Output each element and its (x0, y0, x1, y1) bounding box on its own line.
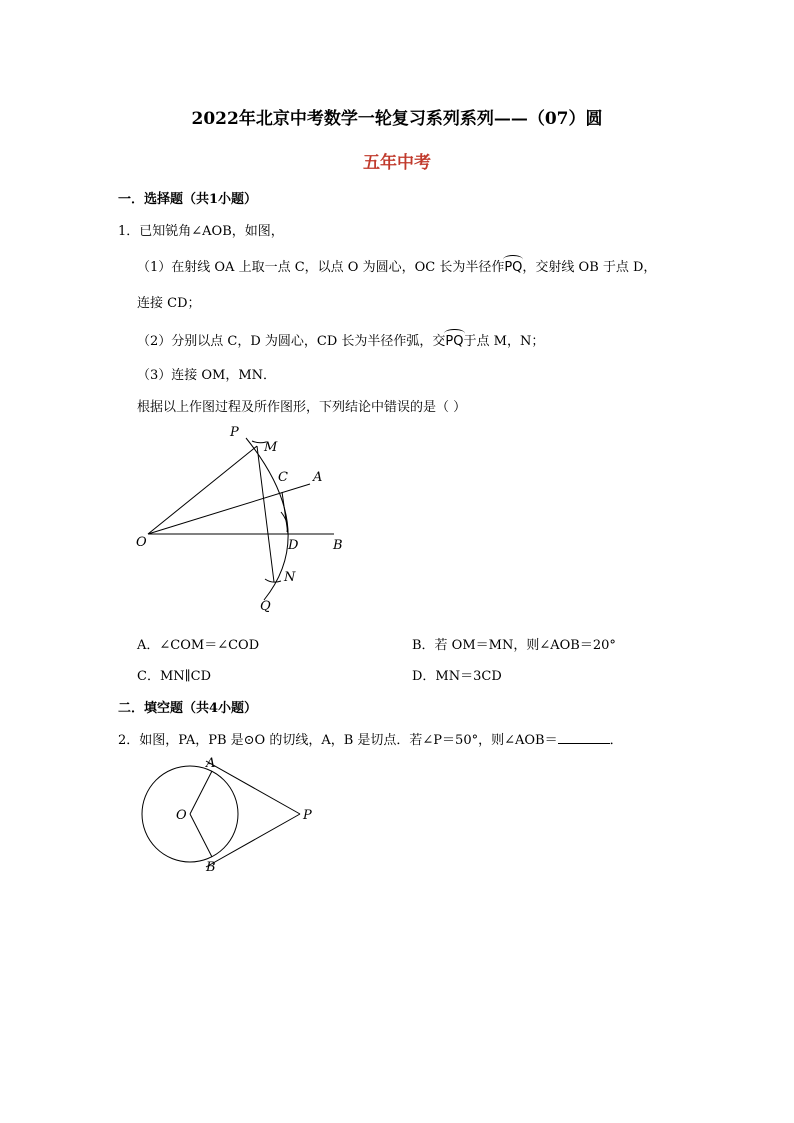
q1-step3: （3）连接 OM，MN． (137, 368, 277, 383)
q1-step1-cont: 连接 CD； (137, 296, 201, 311)
section-subtitle: 五年中考 (363, 153, 431, 173)
arc-pq: PQ (504, 260, 523, 275)
q1-step1-text-b: ，交射线 OB 于点 D， (522, 260, 657, 275)
label-p2: P (303, 808, 312, 823)
label-a2: A (206, 756, 216, 771)
label-b: B (333, 538, 343, 553)
label-c: C (278, 470, 288, 485)
label-o2: O (176, 808, 187, 823)
label-d: D (288, 538, 299, 553)
q1-option-c: C．MN∥CD (137, 669, 212, 684)
q2-end: ． (609, 733, 623, 748)
q1-option-d: D．MN＝3CD (412, 669, 502, 684)
section-heading-fill: 二．填空题（共4小题） (118, 701, 258, 716)
tangent-pa (206, 761, 300, 814)
tangent-pb (206, 814, 300, 867)
label-q: Q (260, 599, 271, 614)
arc-pq-2: PQ (445, 334, 464, 349)
q1-option-b: B．若 OM＝MN，则∠AOB＝20° (412, 638, 616, 653)
q1-step2-text-b: 于点 M，N； (463, 334, 545, 349)
q1-step2-text-a: （2）分别以点 C，D 为圆心，CD 长为半径作弧，交 (137, 334, 446, 349)
label-a: A (313, 470, 323, 485)
label-b2: B (206, 860, 216, 875)
q1-option-a: A．∠COM＝∠COD (137, 638, 260, 653)
label-o: O (136, 535, 147, 550)
section-heading-choice: 一．选择题（共1小题） (118, 192, 258, 207)
q2-stem: 2．如图，PA，PB 是⊙O 的切线，A，B 是切点．若∠P＝50°，则∠AOB＝ (118, 733, 558, 748)
q1-stem: 1．已知锐角∠AOB，如图， (118, 224, 284, 239)
radius-oa (190, 771, 212, 814)
q1-question: 根据以上作图过程及所作图形，下列结论中错误的是（ ） (137, 400, 467, 415)
radius-ob (190, 814, 212, 857)
label-p: P (230, 425, 239, 440)
label-m: M (264, 440, 278, 455)
page-title: 2022年北京中考数学一轮复习系列系列——（07）圆 (191, 109, 603, 129)
label-n: N (284, 570, 296, 585)
q1-step1-text-a: （1）在射线 OA 上取一点 C，以点 O 为圆心，OC 长为半径作 (137, 260, 505, 275)
